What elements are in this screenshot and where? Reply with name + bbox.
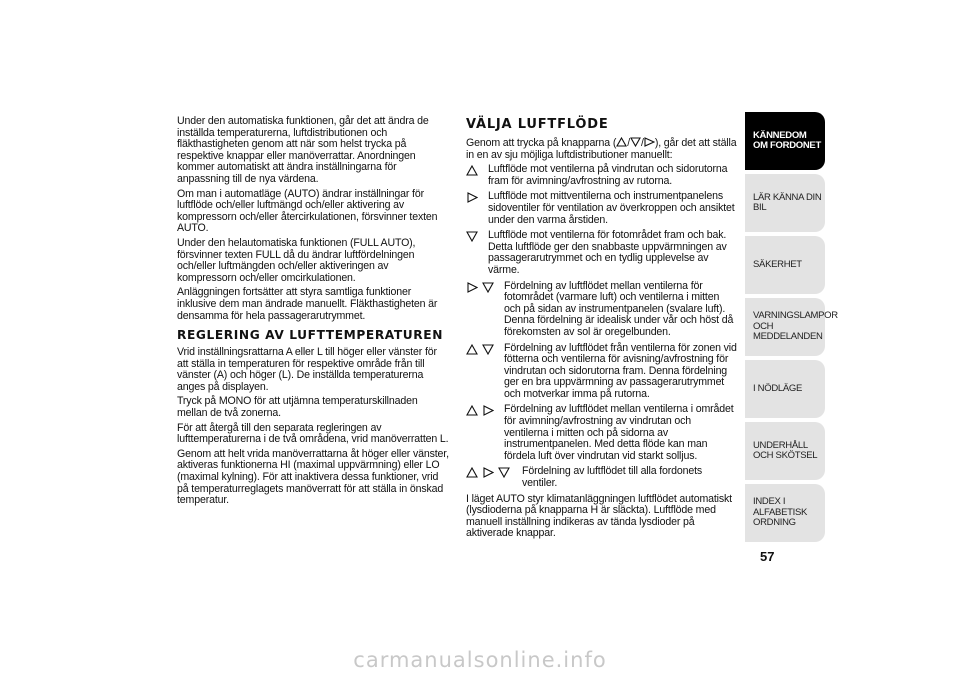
sidebar-tab-label: INDEX I ALFABETISK ORDNING bbox=[753, 496, 808, 529]
watermark: carmanualsonline.info bbox=[353, 648, 607, 672]
distribution-icons bbox=[466, 466, 522, 489]
sidebar-tab-label: LÄR KÄNNA DIN BIL bbox=[753, 191, 822, 213]
distribution-text: Luftflöde mot ventilerna för fotområdet fram och bak. Detta luftflöde ger den snabbaste uppvärmningen av passagerarutrymmet och en tydlig upplevelse av värme. bbox=[488, 229, 727, 276]
distribution-icons bbox=[466, 164, 488, 187]
intro-text: ), går det att ställa in en av sju möjliga luftdistributioner manuellt: bbox=[466, 137, 737, 161]
feet-icon bbox=[482, 344, 494, 355]
sidebar-tab-label: KÄNNEDOM OM FORDONET bbox=[753, 129, 821, 151]
distribution-text: Luftflöde mot ventilerna på vindrutan och sidorutorna fram för avimning/avfrostning av rutorna. bbox=[488, 163, 728, 187]
face-icon bbox=[644, 137, 655, 147]
chapter-sidebar bbox=[745, 112, 838, 546]
distribution-list bbox=[466, 164, 738, 489]
sidebar-tab[interactable] bbox=[745, 360, 825, 418]
face-icon bbox=[482, 467, 494, 478]
sidebar-tab[interactable] bbox=[745, 422, 825, 480]
distribution-item bbox=[466, 230, 738, 276]
section-heading: REGLERING AV LUFTTEMPERATUREN bbox=[177, 328, 444, 343]
distribution-icons bbox=[466, 230, 488, 276]
page-number: 57 bbox=[760, 549, 775, 564]
paragraph: Anläggningen fortsätter att styra samtliga funktioner inklusive dem man ändrade manuellt. Fläkthastigheten är densamma för hela passagerarutrymmet. bbox=[177, 286, 438, 322]
distribution-icons bbox=[466, 281, 504, 339]
separator: / bbox=[627, 137, 631, 149]
sidebar-tab-label: VARNINGSLAMPOR OCH MEDDELANDEN bbox=[753, 310, 838, 343]
outro-paragraph: I läget AUTO styr klimatanläggningen luftflödet automatiskt (lysdioderna på knapparna H är släckta). Luftflöde med manuell inställning indikeras av tända lysdioder på aktiverade knappar. bbox=[466, 492, 732, 540]
sidebar-tab[interactable] bbox=[745, 112, 825, 170]
sidebar-tab[interactable] bbox=[745, 484, 825, 542]
sidebar-tab[interactable] bbox=[745, 236, 825, 294]
distribution-text: Luftflöde mot mittventilerna och instrumentpanelens sidoventiler för ventilation av överkroppen och ansiktet under den varma årstiden. bbox=[488, 190, 735, 226]
distribution-item bbox=[466, 281, 738, 339]
face-icon bbox=[466, 192, 478, 203]
left-column bbox=[177, 116, 449, 510]
paragraph: Tryck på MONO för att utjämna temperaturskillnaden mellan de två zonerna. bbox=[177, 395, 418, 420]
paragraph: Om man i automatläge (AUTO) ändrar inställningar för luftflöde och/eller luftmängd och/eller aktivering av kompressorn och/eller återcirkulationen, försvinner texten AUTO. bbox=[177, 187, 438, 235]
section-heading: VÄLJA LUFTFLÖDE bbox=[466, 117, 609, 132]
distribution-item bbox=[466, 164, 738, 187]
separator: / bbox=[641, 137, 644, 149]
windshield-icon bbox=[616, 137, 627, 147]
distribution-item bbox=[466, 466, 738, 489]
distribution-icons bbox=[466, 343, 504, 401]
distribution-text: Fördelning av luftflödet från ventilerna för zonen vid fötterna och ventilerna för avisning/avfrostning för vindrutan och sidorutorna fram. Denna fördelning ger en bra uppvärmning av passagerarutrymmet och motverkar imma på rutorna. bbox=[504, 341, 737, 400]
distribution-icons bbox=[466, 404, 504, 462]
windshield-icon bbox=[466, 467, 478, 478]
feet-icon bbox=[630, 137, 641, 147]
distribution-icons bbox=[466, 191, 488, 226]
paragraph: För att återgå till den separata regleringen av lufttemperaturerna i de två områdena, vrid manöverratten L. bbox=[177, 421, 449, 446]
windshield-icon bbox=[466, 344, 478, 355]
face-icon bbox=[466, 282, 478, 293]
sidebar-tab-label: I NÖDLÄGE bbox=[753, 382, 803, 394]
feet-icon bbox=[466, 231, 478, 242]
distribution-item bbox=[466, 343, 738, 401]
paragraph: Vrid inställningsrattarna A eller L till höger eller vänster för att ställa in temperaturen för respektive område från till vänster (A) och höger (L). De inställda temperaturerna anges på displayen. bbox=[177, 346, 437, 393]
distribution-text: Fördelning av luftflödet till alla fordonets ventiler. bbox=[522, 465, 703, 490]
sidebar-tab-label: UNDERHÅLL OCH SKÖTSEL bbox=[753, 439, 818, 461]
windshield-icon bbox=[466, 405, 478, 416]
sidebar-tab[interactable] bbox=[745, 174, 825, 232]
sidebar-tab-label: SÄKERHET bbox=[753, 258, 802, 270]
distribution-item bbox=[466, 404, 738, 462]
sidebar-tab[interactable] bbox=[745, 298, 838, 356]
feet-icon bbox=[498, 467, 510, 478]
paragraph: Genom att helt vrida manöverrattarna åt höger eller vänster, aktiveras funktionerna HI (maximal uppvärmning) eller LO (maximal kylning). För att inaktivera dessa funktioner, vrid på temperaturreglagets manöverratt för att ställa in önskad temperatur. bbox=[177, 447, 449, 507]
windshield-icon bbox=[466, 165, 478, 176]
feet-icon bbox=[482, 282, 494, 293]
distribution-item bbox=[466, 191, 738, 226]
paragraph: Under den automatiska funktionen, går det att ändra de inställda temperaturerna, luftdistributionen och fläkthastigheten genom att när som helst trycka på respektive knappar eller manöverrattar. Anordningen kommer automatiskt att ändra inställningarna för anpassning till de nya värdena. bbox=[177, 115, 429, 185]
face-icon bbox=[482, 405, 494, 416]
distribution-text: Fördelning av luftflödet mellan ventilerna i området för avimning/avfrostning av vindrutan och ventilerna i mitten och på sidorna av instrumentpanelen. Med detta flöde kan man fördela luft över vindrutan vid starkt solljus. bbox=[504, 403, 734, 462]
right-column bbox=[466, 118, 738, 543]
intro-text: Genom att trycka på knapparna ( bbox=[466, 137, 617, 149]
distribution-text: Fördelning av luftflödet mellan ventilerna för fotområdet (varmare luft) och ventilerna i mitten och på sidan av instrumentpanelen (svalare luft). Denna fördelning är idealisk under vår och höst då förekomsten av sol är oregelbunden. bbox=[504, 279, 734, 338]
paragraph: Under den helautomatiska funktionen (FULL AUTO), försvinner texten FULL då du ändrar luftfördelningen och/eller luftmängden och/eller aktiveringen av kompressorn och/eller omcirkulationen. bbox=[177, 236, 416, 284]
intro-paragraph bbox=[466, 137, 738, 161]
